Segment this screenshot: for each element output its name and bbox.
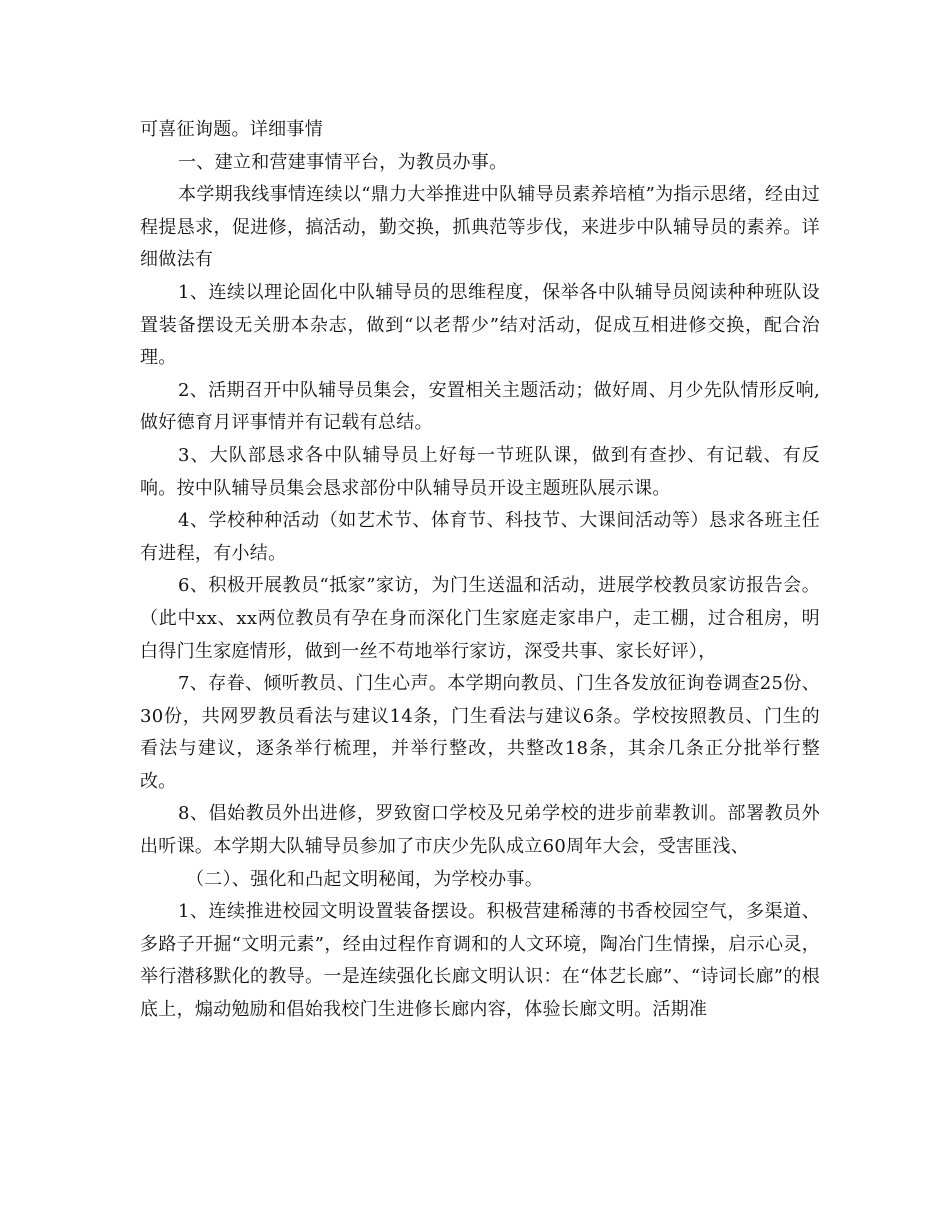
list-item-7: 7、存眷、倾听教员、门生心声。本学期向教员、门生各发放征询卷调查25份、30份，共网罗教员看法与建议14条，门生看法与建议6条。学校按照教员、门生的看法与建议，逐条举行梳理，并举行整改，共整改18条，其余几条正分批举行整改。 [140, 673, 820, 792]
list-item-3: 3、大队部恳求各中队辅导员上好每一节班队课，做到有查抄、有记载、有反响。按中队辅导员集会恳求部份中队辅导员开设主题班队展示课。 [140, 444, 820, 499]
list-item-8: 8、倡始教员外出进修，罗致窗口学校及兄弟学校的进步前辈教训。部署教员外出听课。本学期大队辅导员参加了市庆少先队成立60周年大会，受害匪浅、 [140, 803, 820, 858]
list-item-6: 6、积极开展教员“抵家”家访，为门生送温和活动，进展学校教员家访报告会。（此中xx、xx两位教员有孕在身而深化门生家庭走家串户，走工棚，过合租房，明白得门生家庭情形，做到一丝不苟地举行家访，深受共事、家长好评）， [140, 575, 820, 662]
paragraph-intro: 本学期我线事情连续以“鼎力大举推进中队辅导员素养培植”为指示思绪，经由过程提恳求，促进修，搞活动，勤交换，抓典范等步伐，来进步中队辅导员的素养。详细做法有 [140, 184, 820, 271]
section-heading-1: 一、建立和营建事情平台，为教员办事。 [178, 151, 508, 173]
section-2-item-1: 1、连续推进校园文明设置装备摆设。积极营建稀薄的书香校园空气，多渠道、多路子开掘“文明元素”，经由过程作育调和的人文环境，陶冶门生情操，启示心灵，举行潜移默化的教导。一是连续强化长廊文明认识：在“体艺长廊”、“诗词长廊”的根底上，煽动勉励和倡始我校门生进修长廊内容，体验长廊文明。活期准 [140, 901, 820, 1021]
list-item-4: 4、学校种种活动（如艺术节、体育节、科技节、大课间活动等）恳求各班主任有进程，有小结。 [140, 510, 820, 564]
list-item-2: 2、活期召开中队辅导员集会，安置相关主题活动；做好周、月少先队情形反响,做好德育月评事情并有记载有总结。 [140, 379, 820, 434]
paragraph-continued: 可喜征询题。详细事情 [140, 119, 323, 140]
section-heading-2: （二）、强化和凸起文明秘闻，为学校办事。 [186, 868, 543, 890]
list-item-1: 1、连续以理论固化中队辅导员的思维程度，保举各中队辅导员阅读种种班队设置装备摆设无关册本杂志，做到“以老帮少”结对活动，促成互相进修交换，配合治理。 [140, 281, 820, 369]
document-body [140, 114, 820, 1027]
